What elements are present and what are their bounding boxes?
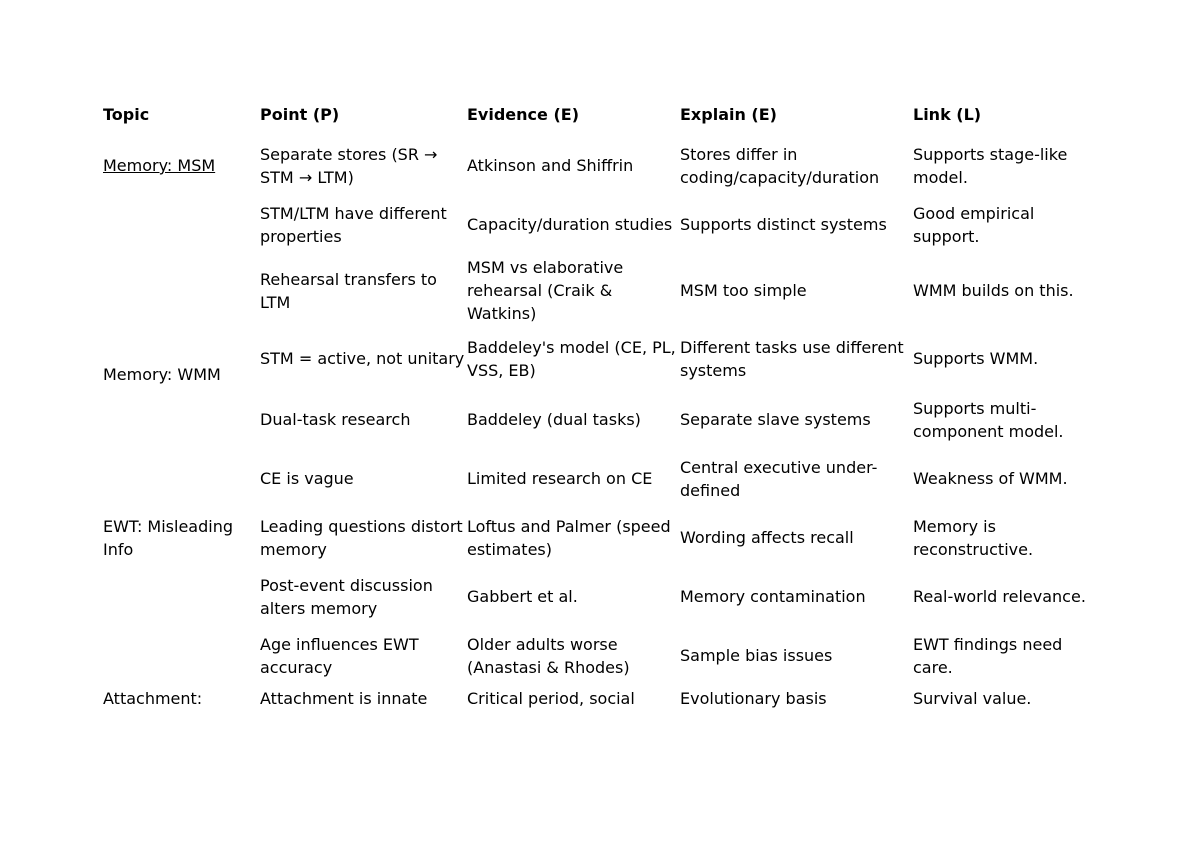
- point-cell: STM = active, not unitary: [260, 349, 465, 368]
- link-cell: Supports multi-component model.: [913, 398, 1064, 441]
- topic-cell: [102, 136, 259, 195]
- evidence-cell: Capacity/duration studies: [467, 215, 673, 234]
- link-cell: Weakness of WMM.: [913, 469, 1068, 488]
- topic-cell: [102, 390, 259, 449]
- link-cell: Supports WMM.: [913, 349, 1039, 368]
- topic-cell: EWT: Misleading Info: [103, 516, 233, 559]
- topic-cell: [102, 567, 259, 626]
- topic-cell: [102, 626, 259, 685]
- topic-cell: [102, 449, 259, 508]
- topic-cell: Attachment:: [103, 689, 203, 708]
- point-cell: STM/LTM have different properties: [260, 203, 447, 246]
- point-cell: Post-event discussion alters memory: [260, 575, 433, 618]
- topic-cell: [102, 254, 259, 327]
- explain-cell: Supports distinct systems: [680, 215, 887, 234]
- evidence-cell: Baddeley's model (CE, PL, VSS, EB): [467, 337, 676, 380]
- header-link: Link (L): [913, 104, 982, 124]
- link-cell: EWT findings need care.: [913, 634, 1063, 677]
- table-header-row: [102, 100, 1092, 128]
- evidence-cell: Critical period, social: [467, 689, 635, 708]
- evidence-cell: Older adults worse (Anastasi & Rhodes): [467, 634, 630, 677]
- point-cell: Rehearsal transfers to LTM: [260, 269, 437, 312]
- link-cell: Supports stage-like model.: [913, 144, 1068, 187]
- explain-cell: MSM too simple: [680, 281, 807, 300]
- point-cell: Leading questions distort memory: [260, 516, 463, 559]
- explain-cell: Different tasks use different systems: [680, 337, 904, 380]
- link-cell: Good empirical support.: [913, 203, 1035, 246]
- evidence-cell: Baddeley (dual tasks): [467, 410, 641, 429]
- topic-label: Memory: WMM: [103, 365, 221, 384]
- topic-cell: [102, 195, 259, 254]
- point-cell: Separate stores (SR → STM → LTM): [260, 144, 438, 187]
- link-cell: WMM builds on this.: [913, 281, 1074, 300]
- link-cell: Survival value.: [913, 689, 1032, 708]
- point-cell: Dual-task research: [260, 410, 411, 429]
- table-row: [102, 195, 1092, 254]
- topic-cell: [102, 327, 259, 390]
- link-cell: Memory is reconstructive.: [913, 516, 1034, 559]
- table-row: [102, 685, 1092, 723]
- header-explain: Explain (E): [680, 104, 777, 124]
- point-cell: Age influences EWT accuracy: [260, 634, 419, 677]
- explain-cell: Wording affects recall: [680, 528, 854, 547]
- evidence-cell: Atkinson and Shiffrin: [467, 156, 634, 175]
- link-cell: Real-world relevance.: [913, 587, 1086, 606]
- explain-cell: Memory contamination: [680, 587, 866, 606]
- evidence-cell: MSM vs elaborative rehearsal (Craik & Watkins): [467, 258, 624, 323]
- table-row: [102, 567, 1092, 626]
- table-row: [102, 449, 1092, 508]
- header-point: Point (P): [260, 104, 340, 124]
- explain-cell: Evolutionary basis: [680, 689, 827, 708]
- header-evidence: Evidence (E): [467, 104, 579, 124]
- point-cell: CE is vague: [260, 469, 354, 488]
- pee-table: [102, 100, 1092, 723]
- explain-cell: Sample bias issues: [680, 646, 833, 665]
- evidence-cell: Gabbert et al.: [467, 587, 578, 606]
- table-row: [102, 390, 1092, 449]
- point-cell: Attachment is innate: [260, 689, 428, 708]
- table-row: [102, 327, 1092, 390]
- header-topic: Topic: [103, 104, 150, 124]
- table-row: [102, 508, 1092, 567]
- explain-cell: Central executive under-defined: [680, 457, 878, 500]
- explain-cell: Stores differ in coding/capacity/duration: [680, 144, 880, 187]
- table-row: [102, 254, 1092, 327]
- topic-label: Memory: MSM: [103, 156, 216, 175]
- evidence-cell: Loftus and Palmer (speed estimates): [467, 516, 671, 559]
- table-row: [102, 626, 1092, 685]
- explain-cell: Separate slave systems: [680, 410, 871, 429]
- table-row: [102, 136, 1092, 195]
- evidence-cell: Limited research on CE: [467, 469, 653, 488]
